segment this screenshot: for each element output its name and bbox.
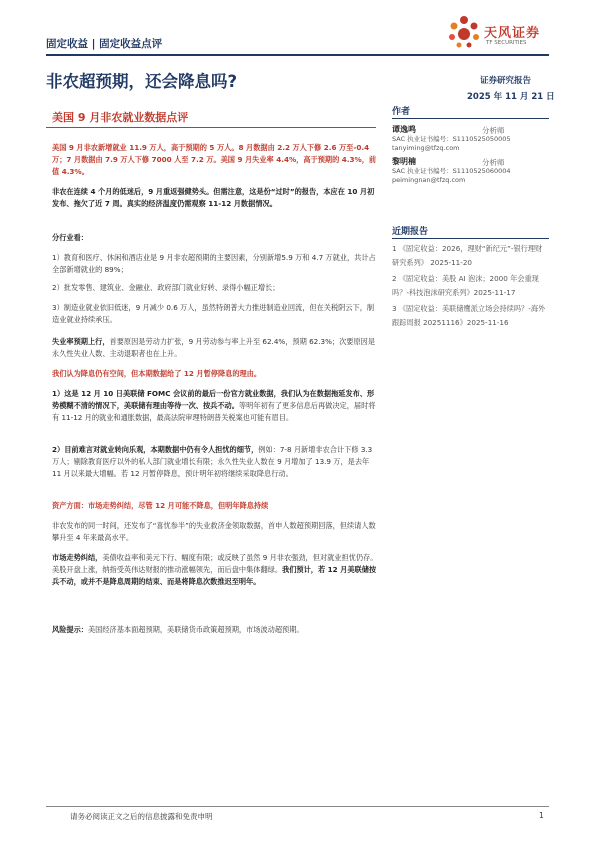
unemployment-text: 首要原因是劳动力扩张，9 月劳动参与率上升至 62.4%，预期 62.3%；次要原因是永久性失业人数、主动退职者也在上升。: [52, 337, 376, 358]
rate-point-2: [52, 444, 378, 480]
recent-report-item[interactable]: 1 《固定收益：2026，理财“新纪元”-银行理财研究系列》 2025-11-20: [392, 244, 543, 267]
sector-point-3: 3）制造业就业依旧低迷，9 月减少 0.6 万人，虽然特朗普大力推进制造业回流，但在关税阴云下，制造业就业持续承压。: [52, 303, 375, 324]
summary-paragraph: 美国 9 月非农新增就业 11.9 万人，高于预期的 5 万人。8 月数据由 2.2 万人下修 2.6 万至-0.4 万；7 月数据由 7.9 万人下修 7000 人至 7.2 万。美国 9 月失业率 4.4%，高于预期的 4.3%，前值 4.3%。: [52, 143, 377, 176]
logo-text: 天风证券: [484, 26, 541, 41]
header-divider: [46, 54, 549, 56]
asset-paragraph: 非农发布的同一时间，还发布了“喜忧参半”的失业救济金领取数据，首申人数超预期回落，但续请人数攀升至 4 年来最高水平。: [52, 521, 376, 542]
footer-divider: [46, 806, 549, 807]
author-sac: SAC 执业证书编号：S1110525050005: [392, 135, 511, 143]
author-email[interactable]: peimingnan@tfzq.com: [392, 176, 466, 184]
sector-heading: 分行业看：: [52, 233, 88, 242]
page-title: 非农超预期，还会降息吗?: [46, 72, 238, 91]
unemployment-paragraph: [52, 336, 378, 360]
author-heading: 作者: [392, 107, 411, 117]
rate-point-2-lead: 2）目前难言对就业转向乐观，本期数据中仍有令人担忧的细节，: [52, 445, 259, 454]
footer-disclaimer: 请务必阅读正文之后的信息披露和免责申明: [70, 812, 213, 821]
author-role: 分析师: [482, 158, 505, 167]
page-number: 1: [539, 811, 544, 820]
author-divider: [392, 118, 549, 119]
market-conclusion: 我们预计，若 12 月美联储按兵不动，或并不是降息周期的结束、而是将降息次数推迟至明年。: [52, 565, 377, 586]
intro-paragraph: 非农在连续 4 个月的低迷后，9 月重返强健势头。但需注意，这是份“过时”的报告，本应在 10 月初发布、拖欠了近 7 周。真实的经济温度仍需观察 11-12 月数据情况。: [52, 187, 375, 208]
risk-lead: 风险提示：: [52, 625, 88, 634]
rate-point-1-lead: 1）这是 12 月 10 日美联储 FOMC 会议前的最后一份官方就业数据，我们认为在数据拖延发布、形势模糊不清的情况下，美联储有理由等待一次、按兵不动。: [52, 389, 375, 410]
risk-paragraph: [52, 624, 378, 636]
author-email[interactable]: tanyiming@tfzq.com: [392, 144, 460, 152]
market-paragraph: [52, 552, 378, 588]
logo-icon: [446, 14, 482, 50]
recent-report-item[interactable]: 2 《固定收益：美股 AI 泡沫；2000 年会重现吗？-科技泡沫研究系列》2025-11-17: [392, 274, 539, 297]
author-name: 黎明楠: [392, 157, 416, 166]
market-text: 美债收益率和美元下行、幅度有限；或反映了虽然 9 月非农强劲，但对就业担忧仍存。美股开盘上涨，纳指受英伟达财报的推动涨幅领先，而后盘中集体翻绿。: [52, 553, 378, 574]
section-heading-assets: 资产方面：市场走势纠结，尽管 12 月可能不降息，但明年降息持续: [52, 501, 269, 510]
rate-point-1: [52, 388, 378, 424]
recent-reports-list: [392, 242, 549, 329]
author-name: 谭逸鸣: [392, 125, 416, 134]
author-sac: SAC 执业证书编号：S1110525060004: [392, 167, 511, 175]
unemployment-lead: 失业率预期上行，: [52, 337, 110, 346]
subtitle: 美国 9 月非农就业数据点评: [52, 111, 189, 124]
market-lead: 市场走势纠结，: [52, 553, 103, 562]
report-type: 证券研究报告: [480, 76, 532, 86]
logo-subtext: TF SECURITIES: [486, 40, 527, 46]
section-heading-rate: 我们认为降息仍有空间，但本期数据给了 12 月暂停降息的理由。: [52, 369, 262, 378]
subtitle-divider: [46, 127, 376, 128]
report-date: 2025 年 11 月 21 日: [467, 92, 555, 102]
rate-point-1-text: 等明年初有了更多信息后再做决定，届时将有 11-12 月的就业和通胀数据，最高法院审理特朗普关税案也可能有眉目。: [52, 401, 376, 422]
sector-point-1: 1）教育和医疗、休闲和酒店业是 9 月非农超预期的主要因素，分别新增5.9 万和 4.7 万就业，共计占全部新增就业的 89%；: [52, 253, 376, 274]
author-role: 分析师: [482, 126, 505, 135]
risk-text: 美国经济基本面超预期，美联储货币政策超预期，市场波动超预期。: [87, 625, 304, 634]
recent-report-item[interactable]: 3 《固定收益：美联储鹰派立场会持续吗？-海外跟踪周报 20251116》2025-11-16: [392, 304, 546, 327]
sector-point-2: 2）批发零售、建筑业、金融业、政府部门就业好转、录得小幅正增长；: [52, 283, 280, 292]
breadcrumb: 固定收益 | 固定收益点评: [46, 38, 163, 50]
recent-reports-divider: [392, 238, 549, 239]
recent-reports-heading: 近期报告: [392, 227, 429, 237]
rate-point-2-text: 例如：7-8 月新增非农合计下修 3.3 万人；剔除教育医疗以外的私人部门就业增长有限；永久性失业人数在 9 月增加了 13.9 万，是去年 11 月以来最大增幅。若 12 月暂停降息，预计明年初将继续采取降息行动。: [52, 445, 373, 478]
